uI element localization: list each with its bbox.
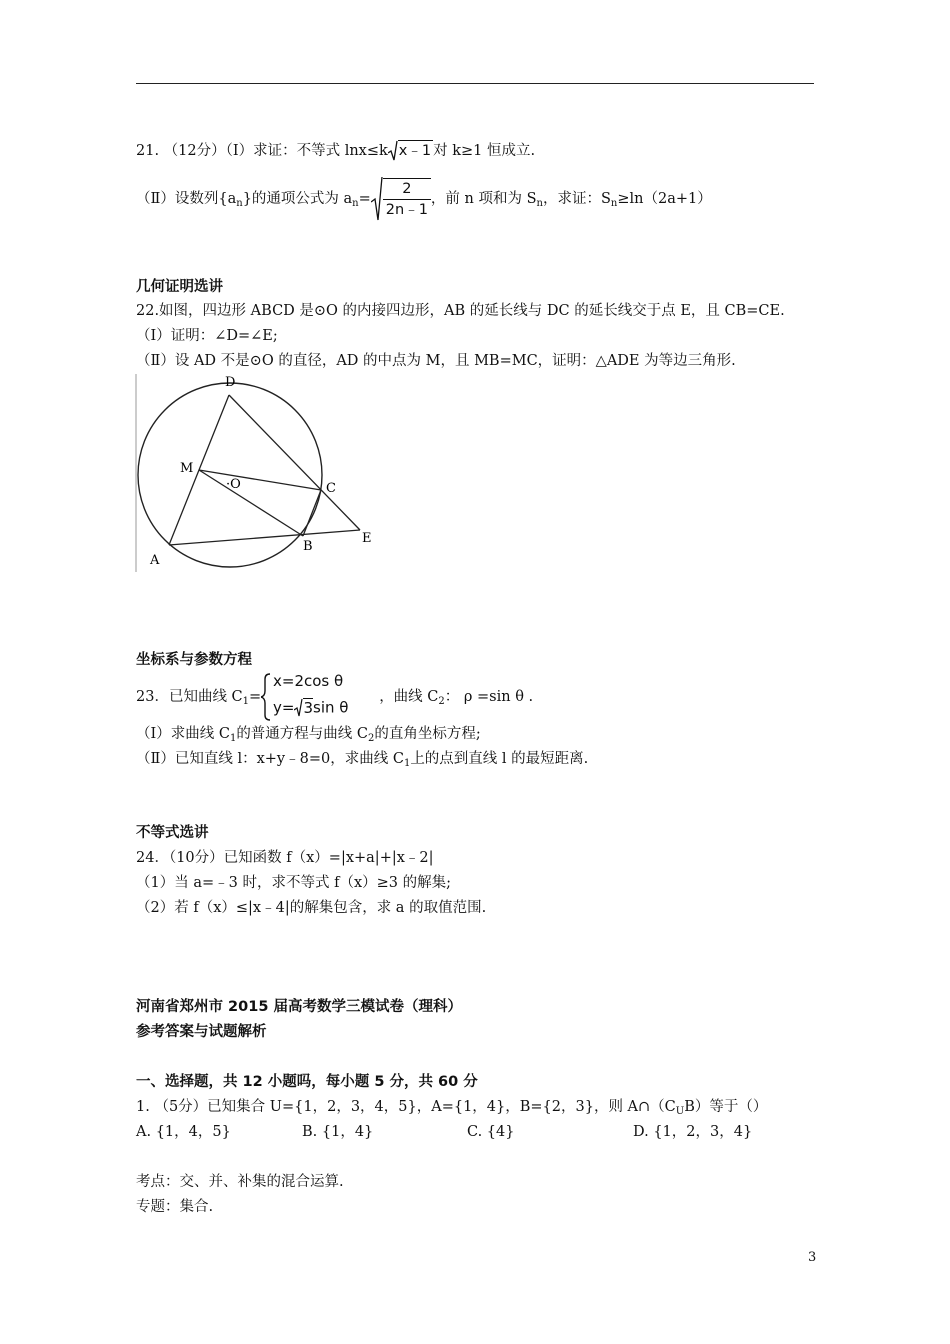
q24-line3: （2）若 f（x）≤|x﹣4|的解集包含，求 a 的取值范围. xyxy=(136,900,487,916)
system-eq2: y= 3sin θ xyxy=(273,698,349,717)
segment-cb xyxy=(303,490,321,536)
option-b: B. {1，4} xyxy=(302,1124,374,1140)
q21-line2: （Ⅱ）设数列$\{a_n\}$的通项公式为 $a_n=$ $\frac{2}{2n﹣1}$ ，前 n 项和为 $S_n$，求证：$S_n\ge\ln(2a+1)$ xyxy=(136,176,712,222)
q22-line2: （Ⅰ）证明：∠D=∠E; xyxy=(136,328,278,344)
header-rule xyxy=(136,83,814,84)
geometry-figure xyxy=(134,370,384,576)
segment-mb xyxy=(199,470,303,536)
segment-mc xyxy=(199,470,321,490)
q23-line1: 23．已知曲线 $C_1=$ ，曲线 $C_2$： ρ =sin θ . xyxy=(136,689,534,707)
label-d: D xyxy=(225,375,236,390)
label-e: E xyxy=(362,531,372,546)
label-b: B xyxy=(303,539,313,554)
sqrt-radical: x﹣1 xyxy=(388,140,433,162)
q22-line3: （Ⅱ）设 AD 不是⊙O 的直径，AD 的中点为 M，且 MB=MC，证明：△ADE 为等边三角形. xyxy=(136,353,736,369)
part-heading: 一、选择题，共 12 小题吗，每小题 5 分，共 60 分 xyxy=(136,1074,478,1090)
answer-q1: 1. （5分）已知集合 U={1，2，3，4，5}，A={1，4}，B={2，3}，则 $A\cap(C_UB)$等于（） xyxy=(136,1099,768,1117)
q22-line1: 22.如图，四边形 ABCD 是⊙O 的内接四边形，AB 的延长线与 DC 的延长线交于点 E，且 CB=CE. xyxy=(136,303,785,319)
brace-icon xyxy=(261,673,271,721)
answer-title: 河南省郑州市 2015 届高考数学三模试卷（理科） xyxy=(136,999,462,1015)
q24-line1: 24．（10分）已知函数 f（x）=|x+a|+|x﹣2| xyxy=(136,850,434,866)
page-number: 3 xyxy=(808,1250,817,1265)
segment-de xyxy=(229,395,360,530)
q23-line2: （Ⅰ）求曲线 $C_1$的普通方程与曲线 $C_2$的直角坐标方程; xyxy=(136,726,481,744)
q23-line3: （Ⅱ）已知直线 l：x+y﹣8=0，求曲线 $C_1$上的点到直线 l 的最短距离. xyxy=(136,751,589,769)
q21-line1: 21. （12分）（Ⅰ）求证：不等式 lnx≤k x﹣1 对 k≥1 恒成立. xyxy=(136,140,535,162)
section-heading-inequality: 不等式选讲 xyxy=(136,825,209,841)
option-c: C. {4} xyxy=(467,1124,515,1140)
section-heading-coordinates: 坐标系与参数方程 xyxy=(136,652,252,668)
section-heading-geometry: 几何证明选讲 xyxy=(136,279,223,295)
sqrt-fraction: $\frac{2}{2n﹣1}$ xyxy=(371,176,431,222)
answer-subtitle: 参考答案与试题解析 xyxy=(136,1024,267,1040)
kaodian-line: 考点：交、并、补集的混合运算. xyxy=(136,1174,344,1190)
system-eq1: x=2cos θ xyxy=(273,672,344,690)
segment-ae xyxy=(169,530,360,545)
q24-line2: （1）当 a=﹣3 时，求不等式 f（x）≥3 的解集; xyxy=(136,875,451,891)
zhuanti-line: 专题：集合. xyxy=(136,1199,214,1215)
label-m: M xyxy=(180,461,194,476)
label-a: A xyxy=(150,553,160,568)
option-a: A. {1，4，5} xyxy=(136,1124,231,1140)
option-d: D. {1，2，3，4} xyxy=(633,1124,753,1140)
label-c: C xyxy=(326,481,336,496)
label-o: ·O xyxy=(226,477,241,492)
